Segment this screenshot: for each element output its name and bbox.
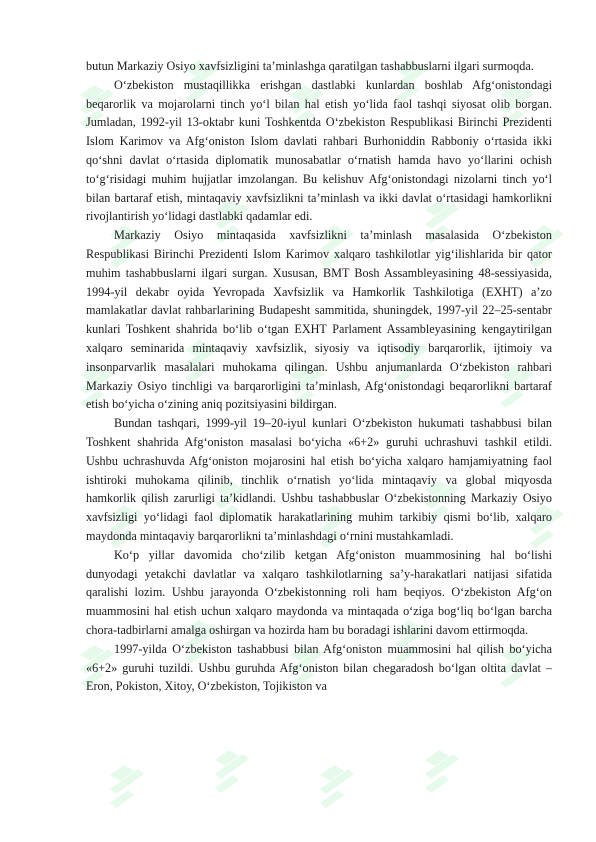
paragraph-5: Ko‘p yillar davomida cho‘zilib ketgan Afg‘oniston muammosining hal bo‘lishi dunyodagi yetakchi davlatlar va xalqaro tashkilotlarning sa’y-harakatlari natijasi sifatida qaralishi lozim. Ushbu jarayonda O‘zbekistonning roli ham beqiyos. O‘zbekiston Afg‘on muammosini hal etish uchun xalqaro maydonda va mintaqada o‘ziga bog‘liq bo‘lgan barcha chora-tadbirlarni amalga oshirgan va hozirda ham bu boradagi ishlarini davom ettirmoqda.	[86, 547, 552, 637]
paragraph-3: Markaziy Osiyo mintaqasida xavfsizlikni ta’minlash masalasida O‘zbekiston Respublikasi Birinchi Prezidenti Islom Karimov xalqaro tashkilotlar yig‘ilishlarida bir qator muhim tashabbuslarni ilgari surgan. Xususan, BMT Bosh Assambleyasining 48-sessiyasida, 1994-yil dekabr oyida Yevropada Xavfsizlik va Hamkorlik Tashkilotiga (EXHT) a’zo mamlakatlar davlat rahbarlarining Budapesht sammitida, shuningdek, 1997-yil 22–25-sentabr kunlari Toshkent shahrida bo‘lib o‘tgan EXHT Parlament Assambleyasining kengaytirilgan xalqaro seminarida mintaqaviy xavfsizlik, siyosiy va iqtisodiy barqarorlik, ijtimoiy va insonparvarlik masalalari muhokama qilingan. Ushbu anjumanlarda O‘zbekiston rahbari Markaziy Osiyo tinchligi va barqarorligini ta’minlash, Afg‘onistondagi beqarorlikni bartaraf etish bo‘yicha o‘zining aniq pozitsiyasini bildirgan.	[86, 228, 552, 412]
paragraph-1: butun Markaziy Osiyo xavfsizligini ta’minlashga qaratilgan tashabbuslarni ilgari surmoqda.	[86, 59, 534, 73]
paragraph-4: Bundan tashqari, 1999-yil 19–20-iyul kunlari O‘zbekiston hukumati tashabbusi bilan Toshkent shahrida Afg‘oniston masalasi bo‘yicha «6+2» guruhi uchrashuvi tashkil etildi. Ushbu uchrashuvda Afg‘oniston mojarosini hal etish bo‘yicha xalqaro hamjamiyatning faol ishtiroki muhokama qilinib, tinchlik o‘rnatish yo‘lida mintaqaviy va global miqyosda hamkorlik qilish zarurligi ta’kidlandi. Ushbu tashabbuslar O‘zbekistonning Markaziy Osiyo xavfsizligi yo‘lidagi faol diplomatik harakatlarining muhim tarkibiy qismi bo‘lib, xalqaro maydonda mintaqaviy barqarorlikni ta’minlashdagi o‘rnini mustahkamladi.	[86, 416, 552, 543]
paragraph-2: O‘zbekiston mustaqillikka erishgan dastlabki kunlardan boshlab Afg‘onistondagi beqarorlik va mojarolarni tinch yo‘l bilan hal etish yo‘lida faol tashqi siyosat olib borgan. Jumladan, 1992-yil 13-oktabr kuni Toshkentda O‘zbekiston Respublikasi Birinchi Prezidenti Islom Karimov va Afg‘oniston Islom davlati rahbari Burhoniddin Rabboniy o‘rtasida ikki qo‘shni davlat o‘rtasida diplomatik munosabatlar o‘rnatish hamda havo yo‘llarini ochish to‘g‘risidagi muhim hujjatlar imzolangan. Bu kelishuv Afg‘onistondagi nizolarni tinch yo‘l bilan bartaraf etish, mintaqaviy xavfsizlikni ta’minlash va ikki davlat o‘rtasidagi hamkorlikni rivojlantirish yo‘lidagi dastlabki qadamlar edi.	[86, 77, 552, 224]
paragraph-6: 1997-yilda O‘zbekiston tashabbusi bilan Afg‘oniston muammosini hal qilish bo‘yicha «6+2» guruhi tuzildi. Ushbu guruhda Afg‘oniston bilan chegaradosh bo‘lgan oltita davlat – Eron, Pokiston, Xitoy, O‘zbekiston, Tojikiston va	[86, 641, 552, 694]
document-body	[86, 57, 552, 787]
